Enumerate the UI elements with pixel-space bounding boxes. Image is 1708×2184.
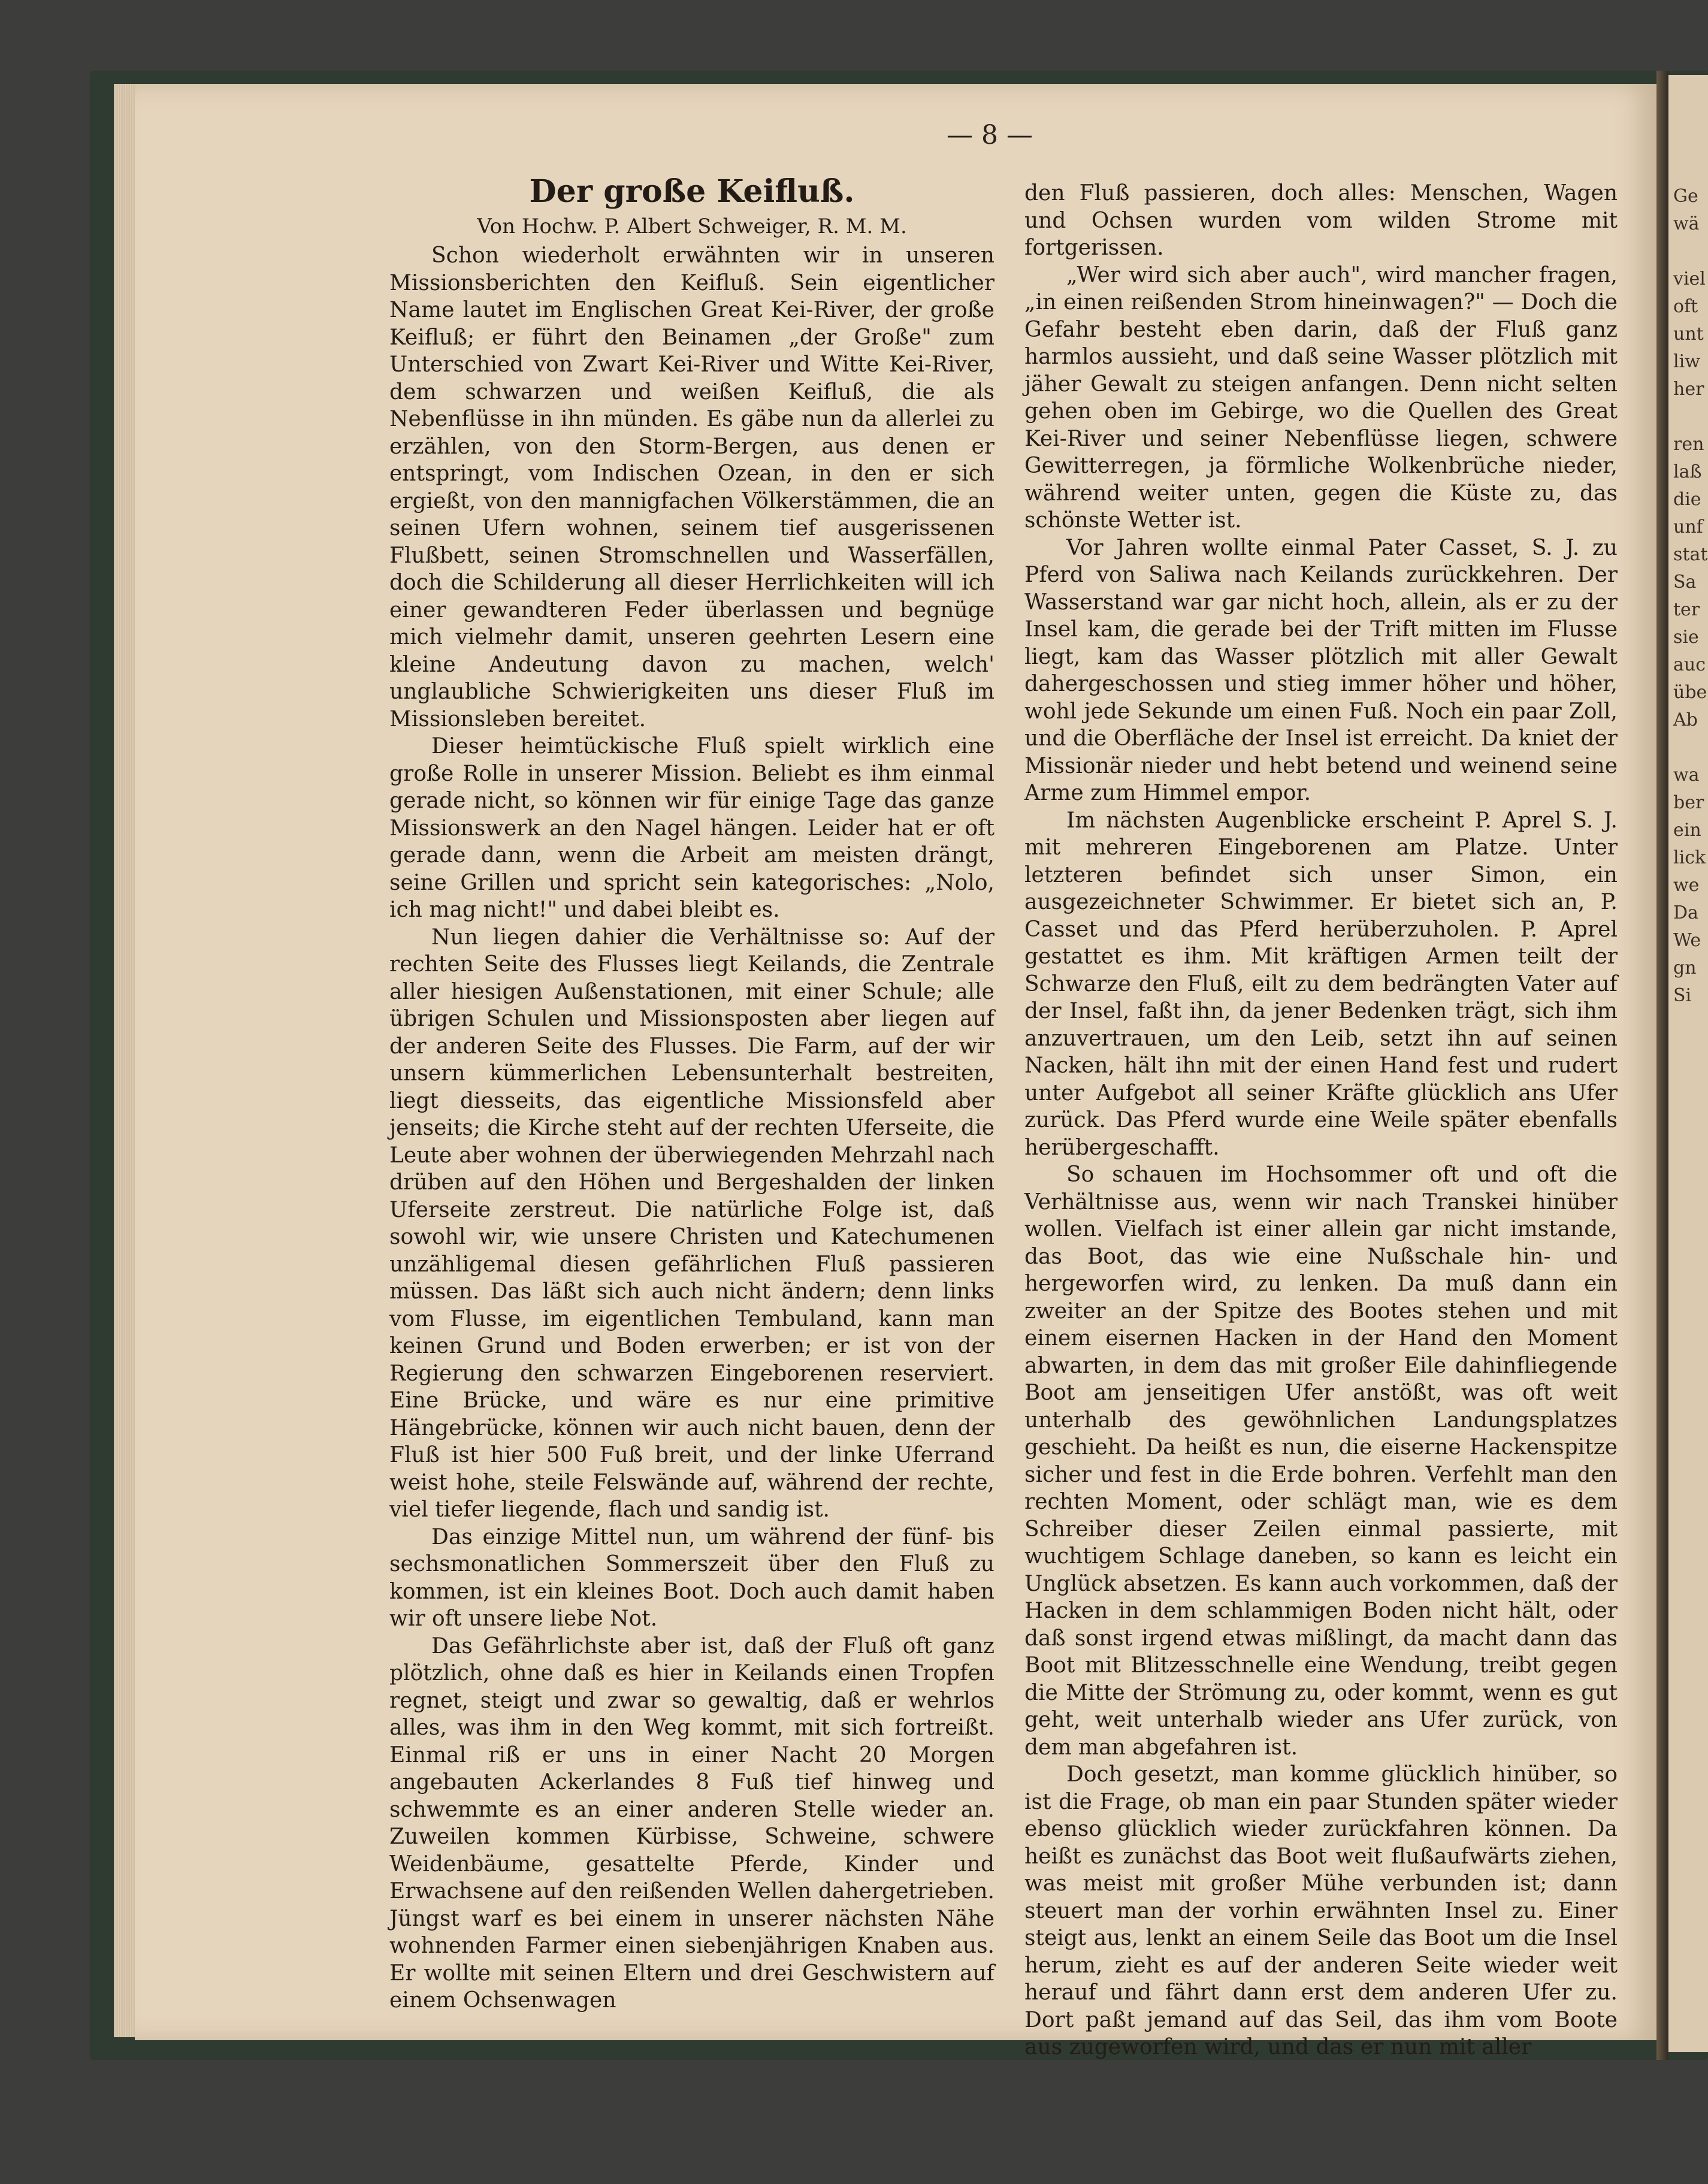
paragraph: „Wer wird sich aber auch", wird mancher fragen, „in einen reißenden Strom hineinwagen?" — Doch die Gefahr besteht eben darin, daß der Fluß ganz harmlos aussieht, und daß seine Wasser plötzlich mit jäher Gewalt zu steigen anfangen. Denn nicht selten gehen oben im Gebirge, wo die Quellen des Great Kei-River und seiner Nebenflüsse liegen, schwere Gewitterregen, ja förmliche Wolkenbrüche nieder, während weiter unten, gegen die Küste zu, das schönste Wetter ist. xyxy=(1024,262,1618,533)
next-page-fragment: auc xyxy=(1673,654,1706,675)
next-page-fragment: oft xyxy=(1673,296,1698,317)
next-page-fragment: Ge xyxy=(1673,186,1698,207)
paragraph: den Fluß passieren, doch alles: Menschen, Wagen und Ochsen wurden vom wilden Strome mit fortgerissen. xyxy=(1024,181,1618,260)
next-page-fragment: Da xyxy=(1673,902,1698,923)
next-page-fragment: lick xyxy=(1673,847,1706,868)
next-page-fragment: ter xyxy=(1673,599,1700,620)
next-page-fragment: ber xyxy=(1673,792,1704,813)
next-page-fragment: übe xyxy=(1673,682,1707,703)
next-page-fragment: Si xyxy=(1673,985,1692,1006)
next-page-fragment: viel xyxy=(1673,268,1706,289)
paragraph: Schon wiederholt erwähnten wir in unseren Missionsberichten den Keifluß. Sein eigentlicher Name lautet im Englischen Great Kei-River, der große Keifluß; er führt den Beinamen „der Große" zum Unterschied von Zwart Kei-River und Witte Kei-River, dem schwarzen und weißen Keifluß, die als Nebenflüsse in ihn münden. Es gäbe nun da allerlei zu erzählen, von den Storm-Bergen, aus denen er entspringt, vom Indischen Ozean, in den er sich ergießt, von den mannigfachen Völkerstämmen, die an seinen Ufern wohnen, seinem tief ausgerissenen Flußbett, seinen Stromschnellen und Wasserfällen, doch die Schilderung all dieser Herrlichkeiten will ich einer gewandteren Feder überlassen und begnüge mich vielmehr damit, unseren geehrten Lesern eine kleine Andeutung davon zu machen, welch' unglaubliche Schwierigkeiten uns dieser Fluß im Missionsleben bereitet. xyxy=(389,243,994,732)
next-page-fragment: unf xyxy=(1673,516,1703,537)
next-page-fragment: gn xyxy=(1673,957,1697,978)
next-page-fragment: wa xyxy=(1673,765,1700,786)
page-number: — 8 — xyxy=(947,120,1033,150)
next-page-fragment: unt xyxy=(1673,324,1704,345)
next-page-fragment: Ab xyxy=(1673,709,1698,730)
next-page-fragment: her xyxy=(1673,379,1704,400)
next-page-fragment: die xyxy=(1673,489,1701,510)
right-column xyxy=(1024,180,1618,2061)
next-page-fragment: laß xyxy=(1673,461,1702,482)
next-page-fragment: liw xyxy=(1673,351,1700,372)
article-byline: Von Hochw. P. Albert Schweiger, R. M. M. xyxy=(477,215,907,238)
next-page-fragment: we xyxy=(1673,875,1700,896)
book-gutter xyxy=(1656,71,1668,2060)
next-page-fragment: ein xyxy=(1673,820,1701,841)
next-page-fragment: We xyxy=(1673,930,1701,951)
paragraph: Im nächsten Augenblicke erscheint P. Aprel S. J. mit mehreren Eingeborenen am Platze. Unter letzteren befindet sich unser Simon, ein ausgezeichneter Schwimmer. Er bietet sich an, P. Casset und das Pferd herüberzuholen. P. Aprel gestattet es ihm. Mit kräftigen Armen teilt der Schwarze den Fluß, eilt zu dem bedrängten Vater auf der Insel, faßt ihn, da jener Bedenken trägt, sich ihm anzuvertrauen, um den Leib, setzt ihn auf seinen Nacken, hält ihn mit der einen Hand fest und rudert unter Aufgebot all seiner Kräfte glücklich ans Ufer zurück. Das Pferd wurde eine Weile später ebenfalls herübergeschafft. xyxy=(1024,808,1618,1160)
paragraph: So schauen im Hochsommer oft und oft die Verhältnisse aus, wenn wir nach Transkei hinüber wollen. Vielfach ist einer allein gar nicht imstande, das Boot, das wie eine Nußschale hin- und hergeworfen wird, zu lenken. Da muß dann ein zweiter an der Spitze des Bootes stehen und mit einem eisernen Hacken in der Hand den Moment abwarten, in dem das mit großer Eile dahinfliegende Boot am jenseitigen Ufer anstößt, was oft weit unterhalb des gewöhnlichen Landungsplatzes geschieht. Da heißt es nun, die eiserne Hackenspitze sicher und fest in die Erde bohren. Verfehlt man den rechten Moment, oder schlägt man, wie es dem Schreiber dieser Zeilen einmal passierte, mit wuchtigem Schlage daneben, so kann es leicht ein Unglück absetzen. Es kann auch vorkommen, daß der Hacken in dem schlammigen Boden nicht hält, oder daß sonst irgend etwas mißlingt, da macht dann das Boot mit Blitzesschnelle eine Wendung, treibt gegen die Mitte der Strömung zu, oder kommt, wenn es gut geht, weit unterhalb wieder ans Ufer zurück, von dem man abgefahren ist. xyxy=(1024,1162,1618,1760)
paragraph: Nun liegen dahier die Verhältnisse so: Auf der rechten Seite des Flusses liegt Keilands, die Zentrale aller hiesigen Außenstationen, mit einer Schule; alle übrigen Schulen und Missionsposten aber liegen auf der anderen Seite des Flusses. Die Farm, auf der wir unsern kümmerlichen Lebensunterhalt bestreiten, liegt diesseits, das eigentliche Missionsfeld aber jenseits; die Kirche steht auf der rechten Uferseite, die Leute aber wohnen der überwiegenden Mehrzahl nach drüben auf den Höhen und Bergeshalden der linken Uferseite zerstreut. Die natürliche Folge ist, daß sowohl wir, wie unsere Christen und Katechumenen unzähligemal diesen gefährlichen Fluß passieren müssen. Das läßt sich auch nicht ändern; denn links vom Flusse, im eigentlichen Tembuland, kann man keinen Grund und Boden erwerben; er ist von der Regierung den schwarzen Eingeborenen reserviert. Eine Brücke, und wäre es nur eine primitive Hängebrücke, können wir auch nicht bauen, denn der Fluß ist hier 500 Fuß breit, und der linke Uferrand weist hohe, steile Felswände auf, während der rechte, viel tiefer liegende, flach und sandig ist. xyxy=(389,925,994,1522)
paragraph: Das einzige Mittel nun, um während der fünf- bis sechsmonatlichen Sommerszeit über den Fluß zu kommen, ist ein kleines Boot. Doch auch damit haben wir oft unsere liebe Not. xyxy=(389,1524,994,1631)
next-page-fragment: ren xyxy=(1673,434,1704,455)
paragraph: Dieser heimtückische Fluß spielt wirklich eine große Rolle in unserer Mission. Beliebt es ihm einmal gerade nicht, so können wir für einige Tage das ganze Missionswerk an den Nagel hängen. Leider hat er oft gerade dann, wenn die Arbeit am meisten drängt, seine Grillen und spricht sein kategorisches: „Nolo, ich mag nicht!" und dabei bleibt es. xyxy=(389,734,994,922)
next-page-fragment: wä xyxy=(1673,213,1700,234)
paragraph: Doch gesetzt, man komme glücklich hinüber, so ist die Frage, ob man ein paar Stunden später wieder ebenso glücklich wieder zurückfahren können. Da heißt es zunächst das Boot weit flußaufwärts ziehen, was meist mit großer Mühe verbunden ist; dann steuert man der vorhin erwähnten Insel zu. Einer steigt aus, lenkt an einem Seile das Boot um die Insel herum, zieht es auf der anderen Seite wieder weit herauf und fährt dann erst dem anderen Ufer zu. Dort paßt jemand auf das Seil, das ihm vom Boote aus zugeworfen wird, und das er nun mit aller xyxy=(1024,1762,1618,2059)
left-column xyxy=(389,174,994,2014)
next-page-fragment: Sa xyxy=(1673,572,1697,593)
paragraph: Das Gefährlichste aber ist, daß der Fluß oft ganz plötzlich, ohne daß es hier in Keilands einen Tropfen regnet, steigt und zwar so gewaltig, daß er wehrlos alles, was ihm in den Weg kommt, mit sich fortreißt. Einmal riß er uns in einer Nacht 20 Morgen angebauten Ackerlandes 8 Fuß tief hinweg und schwemmte es an einer anderen Stelle wieder an. Zuweilen kommen Kürbisse, Schweine, schwere Weidenbäume, gesattelte Pferde, Kinder und Erwachsene auf den reißenden Wellen dahergetrieben. Jüngst warf es bei einem in unserer nächsten Nähe wohnenden Farmer einen siebenjährigen Knaben aus. Er wollte mit seinen Eltern und drei Geschwistern auf einem Ochsenwagen xyxy=(389,1633,994,2013)
paragraph: Vor Jahren wollte einmal Pater Casset, S. J. zu Pferd von Saliwa nach Keilands zurückkehren. Der Wasserstand war gar nicht hoch, allein, als er zu der Insel kam, die gerade bei der Trift mitten im Flusse liegt, kam das Wasser plötzlich mit aller Gewalt dahergeschossen und stieg immer höher und höher, wohl jede Sekunde um einen Fuß. Noch ein paar Zoll, und die Oberfläche der Insel ist erreicht. Da kniet der Missionär nieder und hebt betend und weinend seine Arme zum Himmel empor. xyxy=(1024,535,1618,805)
next-page-fragment: stat xyxy=(1673,544,1708,565)
article-title: Der große Keifluß. xyxy=(529,173,855,210)
next-page-fragment: sie xyxy=(1673,627,1699,648)
next-page-edge xyxy=(1668,75,1708,2052)
